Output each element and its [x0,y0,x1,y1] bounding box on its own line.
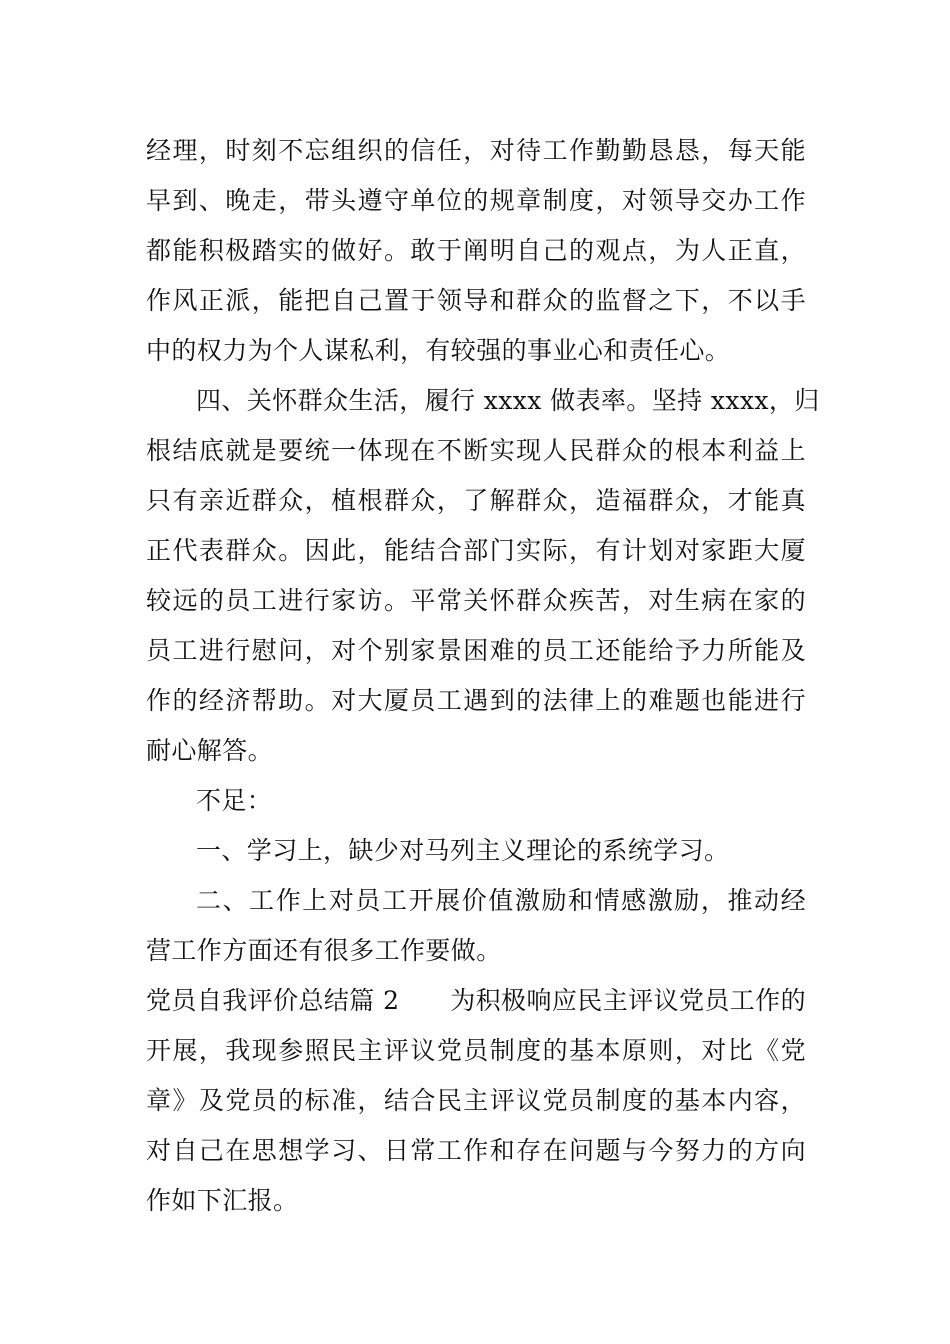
section-heading: 不足： [196,786,273,815]
text-line: 中的权力为个人谋私利，有较强的事业心和责任心。 [146,336,731,365]
text-line: 耐心解答。 [146,736,274,765]
text-line: 对自己在思想学习、日常工作和存在问题与今努力的方向 [146,1136,806,1165]
text-line: 员工进行慰问，对个别家景困难的员工还能给予力所能及 [146,636,806,665]
text-line: 作如下汇报。 [146,1186,299,1215]
text-line: 经理，时刻不忘组织的信任，对待工作勤勤恳恳，每天能 [146,136,806,165]
text-line: 早到、晚走，带头遵守单位的规章制度，对领导交办工作 [146,186,806,215]
text-line: 开展，我现参照民主评议党员制度的基本原则，对比《党 [146,1036,806,1065]
text-line: 二、工作上对员工开展价值激励和情感激励，推动经 [196,886,806,915]
text-line: 正代表群众。因此，能结合部门实际，有计划对家距大厦 [146,536,806,565]
text-line: 较远的员工进行家访。平常关怀群众疾苦，对生病在家的 [146,586,806,615]
text-line: 都能积极踏实的做好。敢于阐明自己的观点，为人正直， [146,236,806,265]
text-line: 只有亲近群众，植根群众，了解群众，造福群众，才能真 [146,486,806,515]
text-line: 一、学习上，缺少对马列主义理论的系统学习。 [196,836,730,865]
text-line: 作风正派，能把自己置于领导和群众的监督之下，不以手 [146,286,806,315]
text-line: 章》及党员的标准，结合民主评议党员制度的基本内容， [146,1086,806,1115]
text-line: 作的经济帮助。对大厦员工遇到的法律上的难题也能进行 [146,686,806,715]
text-line: 党员自我评价总结篇 2 为积极响应民主评议党员工作的 [146,986,806,1015]
text-line: 根结底就是要统一体现在不断实现人民群众的根本利益上 [146,436,806,465]
text-line: 营工作方面还有很多工作要做。 [146,936,502,965]
text-line: 四、关怀群众生活，履行 xxxx 做表率。坚持 xxxx，归 [196,386,820,415]
